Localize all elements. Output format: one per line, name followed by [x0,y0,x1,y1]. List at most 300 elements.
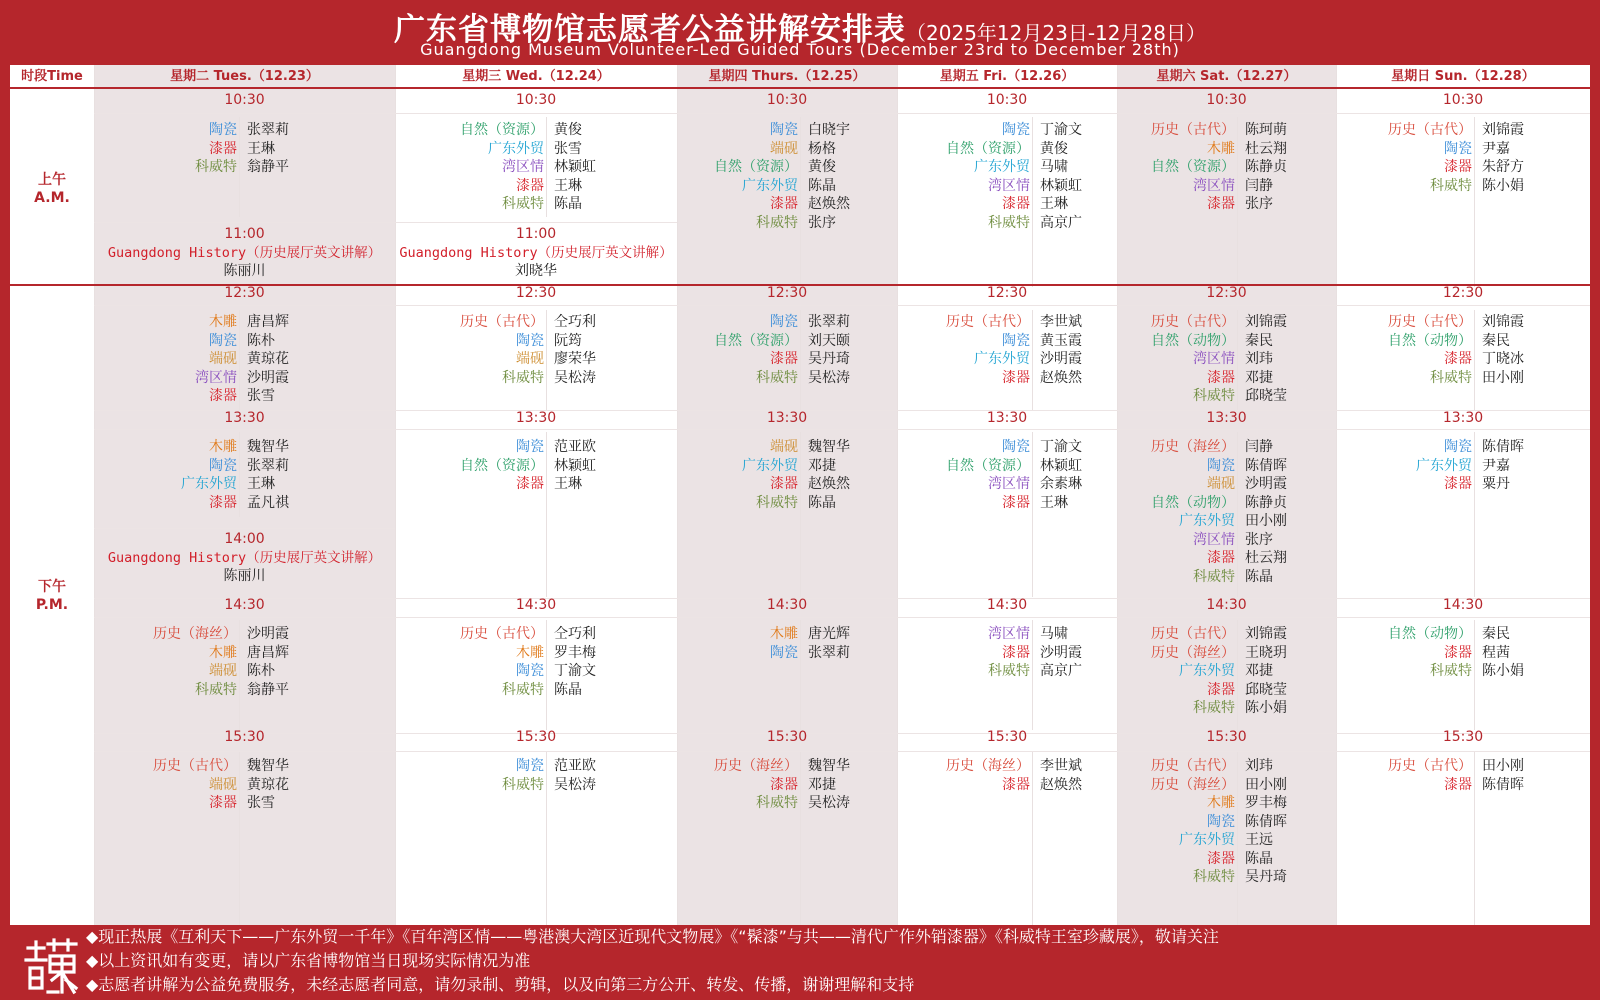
exhibition-label: 漆器 [1444,776,1472,793]
guide-entry [1193,387,1287,406]
guide-entry [1002,195,1068,214]
guide-entry [488,140,582,159]
volunteer-name: 张雪 [554,140,582,157]
footer-note-exhibitions: ◆现正热展《互利天下——广东外贸一千年》《百年湾区情——粤港澳大湾区近现代文物展》《“髹漆”与共——清代广作外销漆器》《科威特王室珍藏展》，敬请关注 [86,927,1219,946]
volunteer-name: 魏智华 [808,758,850,774]
exhibition-label: 自然（资源） [460,457,544,474]
slot-time-sun: 15:30 [1442,729,1484,745]
guide-entry [1002,776,1082,795]
exhibition-label: 历史（古代） [1151,758,1235,774]
period-am-en: A.M. [34,190,70,206]
guide-entry [1207,475,1287,494]
guide-entry [1002,369,1082,388]
exhibition-label: 漆器 [1207,550,1235,566]
exhibition-label: 湾区情 [988,177,1030,194]
slot-time-sat: 13:30 [1206,410,1247,426]
guide-entry [1388,332,1510,351]
guide-entry [502,369,596,388]
exhibition-label: 历史（海丝） [1151,776,1235,793]
row-line [94,528,395,529]
guide-entry [153,625,289,644]
exhibition-label: 历史（海丝） [1151,439,1235,455]
volunteer-name: 程茜 [1482,644,1510,661]
volunteer-name: 黄俊 [808,159,836,175]
volunteer-name: 王琳 [1040,494,1068,511]
volunteer-name: 魏智华 [808,439,850,455]
exhibition-label: 漆器 [1002,494,1030,511]
guide-entry [1444,438,1524,457]
volunteer-name: 邓捷 [1245,663,1273,679]
day-header-tue: 星期二 Tues.（12.23） [170,69,319,84]
volunteer-name: 田小刚 [1245,776,1287,793]
slot-time-tue: 13:30 [224,410,265,426]
exhibition-label: 自然（资源） [714,159,798,175]
volunteer-name: 翁静平 [247,159,289,175]
exhibition-label: 科威特 [502,776,544,793]
exhibition-label: 湾区情 [988,476,1030,492]
divider [239,432,240,517]
exhibition-label: 科威特 [502,681,544,698]
divider [239,310,240,410]
exhibition-label: 陶瓷 [1002,332,1030,349]
volunteer-name: 王琳 [1040,196,1068,212]
guide-entry [1002,332,1082,351]
header-row [10,65,1590,89]
exhibition-label: 漆器 [770,351,798,367]
slot-time-tue: 12:30 [224,285,265,301]
guide-entry [1002,494,1068,513]
exhibition-label: 历史（古代） [1388,122,1472,138]
exhibition-label: 端砚 [209,776,237,793]
divider [94,65,95,925]
exhibition-label: 自然（动物） [1388,626,1472,642]
guide-entry [1193,699,1287,718]
volunteer-name: 张雪 [247,388,275,404]
volunteer-name: 沙明霞 [1040,644,1082,661]
volunteer-name: 范亚欧 [554,439,596,455]
volunteer-name: 赵焕然 [1040,776,1082,793]
guide-entry [195,681,289,700]
volunteer-name: 田小刚 [1482,758,1524,774]
guide-entry [460,313,596,332]
volunteer-name: 林颖虹 [554,457,596,474]
day-header-fri: 星期五 Fri.（12.26） [939,69,1075,84]
slot-time-sat: 10:30 [1206,92,1247,108]
exhibition-label: 广东外贸 [1179,663,1235,679]
exhibition-label: 漆器 [516,476,544,492]
guide-entry [516,475,582,494]
volunteer-name: 丁渝文 [1040,122,1082,138]
volunteer-name: 尹嘉 [1482,140,1510,157]
guide-entry [1193,177,1273,196]
exhibition-label: 广东外贸 [181,476,237,492]
guide-entry [756,794,850,813]
guide-entry [714,757,850,776]
guide-entry [1444,140,1510,159]
exhibition-label: 历史（古代） [1388,314,1472,330]
title-main: 广东省博物馆志愿者公益讲解安排表 [394,12,907,48]
volunteer-name: 王晓玥 [1245,644,1287,661]
guide-entry [516,757,596,776]
volunteer-name: 陈倩晖 [1482,776,1524,793]
guide-entry [1193,868,1287,887]
volunteer-name: 闫静 [1245,177,1273,194]
volunteer-name: 刘玮 [1245,758,1273,774]
divider [1237,117,1238,287]
exhibition-label: 陶瓷 [516,663,544,679]
exhibition-label: 广东外贸 [1179,832,1235,848]
volunteer-name: 王琳 [247,476,275,492]
volunteer-name: 林颖虹 [1040,457,1082,474]
exhibition-label: 自然（动物） [1151,494,1235,511]
divider [800,620,801,730]
divider [546,752,547,925]
volunteer-name: 仝巧利 [554,314,596,330]
guide-entry [1151,332,1273,351]
english-tour-tue-am [94,225,395,281]
volunteer-name: 陈静贞 [1245,494,1287,511]
exhibition-label: 历史（海丝） [946,758,1030,774]
exhibition-label: 科威特 [195,159,237,175]
slot-time-tue: 10:30 [224,92,265,108]
guide-entry [1444,644,1510,663]
divider [239,620,240,730]
volunteer-name: 李世斌 [1040,314,1082,330]
exhibition-label: 陶瓷 [770,314,798,330]
exhibition-label: 漆器 [1002,776,1030,793]
exhibition-label: 端砚 [516,351,544,367]
volunteer-name: 陈朴 [247,332,275,349]
exhibition-label: 历史（古代） [153,758,237,774]
divider [1474,310,1475,410]
volunteer-name: 林颖虹 [1040,177,1082,194]
divider [800,117,801,287]
volunteer-name: 王琳 [247,140,275,157]
exhibition-label: 陶瓷 [1444,439,1472,455]
volunteer-name: 唐光辉 [808,626,850,642]
guide-entry [502,195,582,214]
guide-entry [516,438,596,457]
english-tour-guide: 陈丽川 [223,263,266,279]
guide-entry [460,457,596,476]
slot-time-sun: 13:30 [1442,410,1484,426]
volunteer-name: 邱晓莹 [1245,388,1287,404]
exhibition-label: 漆器 [1444,476,1472,492]
volunteer-name: 赵焕然 [808,476,850,492]
divider [1474,432,1475,597]
guide-entry [770,121,850,140]
divider [800,752,801,925]
guide-entry [974,158,1068,177]
volunteer-name: 吴松涛 [808,369,850,386]
exhibition-label: 科威特 [756,494,798,511]
guide-entry [1151,757,1273,776]
slot-time-wed: 15:30 [515,729,557,745]
guide-entry [209,121,289,140]
exhibition-label: 广东外贸 [488,140,544,157]
volunteer-name: 余素琳 [1040,476,1082,492]
divider [239,752,240,925]
guide-entry [209,438,289,457]
divider [1032,310,1033,410]
volunteer-name: 王琳 [554,476,582,492]
guide-entry [988,662,1082,681]
guide-entry [714,332,850,351]
guide-entry [502,158,596,177]
volunteer-name: 唐昌辉 [247,314,289,330]
guide-entry [516,332,582,351]
exhibition-label: 漆器 [1002,196,1030,212]
period-pm [10,578,94,614]
exhibition-label: 端砚 [209,351,237,367]
volunteer-name: 黄俊 [554,122,582,138]
volunteer-name: 邓捷 [808,457,836,474]
guide-entry [988,214,1082,233]
english-tour-title: Guangdong History（历史展厅英文讲解） [399,244,673,261]
volunteer-name: 秦民 [1245,332,1273,349]
volunteer-name: 张序 [808,214,836,231]
exhibition-label: 漆器 [1207,369,1235,386]
slot-time-sun: 10:30 [1442,92,1484,108]
exhibition-label: 历史（古代） [1151,626,1235,642]
guide-entry [1151,121,1287,140]
row-line [94,222,677,223]
guide-entry [516,662,596,681]
exhibition-label: 陶瓷 [1207,457,1235,474]
exhibition-label: 科威特 [1430,177,1472,194]
exhibition-label: 历史（古代） [1151,314,1235,330]
divider [1032,620,1033,730]
slot-time-sat: 14:30 [1206,597,1247,613]
volunteer-name: 陈小娟 [1482,177,1524,194]
exhibition-label: 科威特 [988,663,1030,679]
exhibition-label: 自然（资源） [946,140,1030,157]
divider [677,65,678,925]
volunteer-name: 阮筠 [554,332,582,349]
slot-time-thu: 10:30 [766,92,808,108]
exhibition-label: 漆器 [770,476,798,492]
guide-entry [1430,369,1524,388]
volunteer-name: 陈静贞 [1245,159,1287,175]
volunteer-name: 陈晶 [554,681,582,698]
row-line [94,751,1590,752]
volunteer-name: 陈晶 [808,494,836,511]
guide-entry [742,457,836,476]
exhibition-label: 历史（海丝） [1151,644,1235,661]
guide-entry [756,214,836,233]
guide-entry [502,776,596,795]
volunteer-name: 马啸 [1040,159,1068,175]
volunteer-name: 廖荣华 [554,351,596,367]
volunteer-name: 杜云翔 [1245,140,1287,157]
volunteer-name: 唐昌辉 [247,644,289,661]
volunteer-name: 马啸 [1040,626,1068,642]
english-tour-time: 11:00 [515,226,557,242]
english-tour-title: Guangdong History（历史展厅英文讲解） [107,244,382,261]
volunteer-name: 刘锦霞 [1482,122,1524,138]
exhibition-label: 广东外贸 [742,457,798,474]
guide-entry [714,158,836,177]
volunteer-name: 黄俊 [1040,140,1068,157]
guide-entry [1207,195,1273,214]
row-line [94,113,1590,114]
volunteer-name: 陈倩晖 [1482,439,1524,455]
exhibition-label: 漆器 [209,140,237,157]
exhibition-label: 木雕 [209,439,237,455]
period-am-cn: 上午 [38,172,66,188]
exhibition-label: 漆器 [1444,644,1472,661]
exhibition-label: 历史（古代） [1388,758,1472,774]
guide-entry [1151,438,1273,457]
exhibition-label: 陶瓷 [770,122,798,138]
footer-note-changes: ◆以上资讯如有变更，请以广东省博物馆当日现场实际情况为准 [86,951,531,970]
exhibition-label: 漆器 [1207,196,1235,212]
divider [1474,117,1475,287]
volunteer-name: 罗丰梅 [554,644,596,661]
exhibition-label: 漆器 [770,776,798,793]
guide-entry [1207,813,1287,832]
volunteer-name: 吴松涛 [808,795,850,811]
volunteer-name: 赵焕然 [808,196,850,212]
title-dates: （2025年12月23日-12月28日） [906,21,1206,45]
volunteer-name: 张翠莉 [808,314,850,330]
guide-entry [1193,350,1273,369]
divider [1032,432,1033,597]
english-tour-title: Guangdong History（历史展厅英文讲解） [107,549,382,566]
row-line [94,617,1590,618]
exhibition-label: 湾区情 [1193,531,1235,548]
exhibition-label: 历史（海丝） [153,626,237,642]
volunteer-name: 沙明霞 [1245,476,1287,492]
day-header-sun: 星期日 Sun.（12.28） [1391,69,1535,84]
page-subtitle: Guangdong Museum Volunteer-Led Guided Tours (December 23rd to December 28th) [420,40,1180,59]
exhibition-label: 历史（古代） [1151,122,1235,138]
slot-time-wed: 10:30 [515,92,557,108]
guide-entry [770,475,850,494]
divider [546,117,547,217]
volunteer-name: 仝巧利 [554,626,596,642]
divider [1237,752,1238,925]
guide-entry [770,438,850,457]
divider [1474,620,1475,730]
exhibition-label: 木雕 [1207,795,1235,811]
exhibition-label: 科威特 [1193,568,1235,585]
exhibition-label: 木雕 [516,644,544,661]
divider [1237,310,1238,410]
volunteer-name: 陈小娟 [1245,700,1287,716]
period-am [10,171,94,207]
guide-entry [1207,794,1287,813]
exhibition-label: 陶瓷 [1207,813,1235,830]
slot-time-sun: 14:30 [1442,597,1484,613]
exhibition-label: 自然（动物） [1151,332,1235,349]
guide-entry [209,662,275,681]
exhibition-label: 漆器 [770,196,798,212]
exhibition-label: 广东外贸 [1179,513,1235,529]
slot-time-wed: 14:30 [515,597,557,613]
guide-entry [1151,313,1287,332]
day-header-wed: 星期三 Wed.（12.24） [462,69,610,84]
column-shade-tue [94,65,395,925]
guide-entry [195,158,289,177]
exhibition-label: 陶瓷 [1002,122,1030,138]
volunteer-name: 赵焕然 [1040,369,1082,386]
slot-time-tue: 15:30 [224,729,265,745]
divider [1237,432,1238,597]
footer-note-copyright: ◆志愿者讲解为公益免费服务，未经志愿者同意，请勿录制、剪辑，以及向第三方公开、转发、传播，谢谢理解和支持 [86,975,915,994]
slot-time-fri: 15:30 [986,729,1028,745]
volunteer-name: 秦民 [1482,626,1510,642]
volunteer-name: 张翠莉 [247,122,289,138]
divider [546,310,547,410]
guide-entry [1207,681,1287,700]
volunteer-name: 丁渝文 [1040,439,1082,455]
guide-entry [516,350,596,369]
volunteer-name: 刘锦霞 [1482,314,1524,330]
guide-entry [770,644,850,663]
slot-time-fri: 12:30 [986,285,1028,301]
divider [1032,752,1033,925]
volunteer-name: 邓捷 [808,776,836,793]
period-pm-en: P.M. [35,597,69,613]
guide-entry [1193,531,1273,550]
guide-entry [1193,568,1273,587]
volunteer-name: 吴松涛 [554,369,596,386]
volunteer-name: 陈小娟 [1482,663,1524,679]
guide-entry [1207,369,1273,388]
slot-time-fri: 14:30 [986,597,1028,613]
exhibition-label: 科威特 [502,196,544,212]
volunteer-name: 邓捷 [1245,369,1273,386]
slot-time-tue: 14:30 [224,597,265,613]
slot-time-sat: 12:30 [1206,285,1247,301]
volunteer-name: 林颖虹 [554,159,596,175]
exhibition-label: 漆器 [1207,681,1235,698]
slot-time-wed: 13:30 [515,410,557,426]
schedule-table [10,65,1590,925]
divider [800,432,801,597]
exhibition-label: 科威特 [756,795,798,811]
english-tour-time: 14:00 [224,531,265,547]
guide-entry [1388,625,1510,644]
guide-entry [516,644,596,663]
volunteer-name: 粟丹 [1482,476,1510,492]
guide-entry [1388,121,1524,140]
exhibition-label: 湾区情 [1193,177,1235,194]
volunteer-name: 丁晓冰 [1482,351,1524,367]
guide-entry [209,776,289,795]
volunteer-name: 陈晶 [808,177,836,194]
guide-entry [195,369,289,388]
volunteer-name: 刘玮 [1245,351,1273,367]
guide-entry [1207,457,1287,476]
time-header: 时段Time [21,69,83,84]
exhibition-label: 陶瓷 [209,332,237,349]
guide-entry [209,140,275,159]
volunteer-name: 邱晓莹 [1245,681,1287,698]
volunteer-name: 陈晶 [1245,568,1273,585]
guide-entry [770,195,850,214]
guide-entry [974,350,1082,369]
exhibition-label: 自然（资源） [946,457,1030,474]
volunteer-name: 田小刚 [1482,369,1524,386]
volunteer-name: 张序 [1245,196,1273,212]
guide-entry [181,475,275,494]
volunteer-name: 张翠莉 [808,644,850,661]
exhibition-label: 科威特 [195,681,237,698]
guide-entry [1207,850,1273,869]
guide-entry [1388,313,1524,332]
